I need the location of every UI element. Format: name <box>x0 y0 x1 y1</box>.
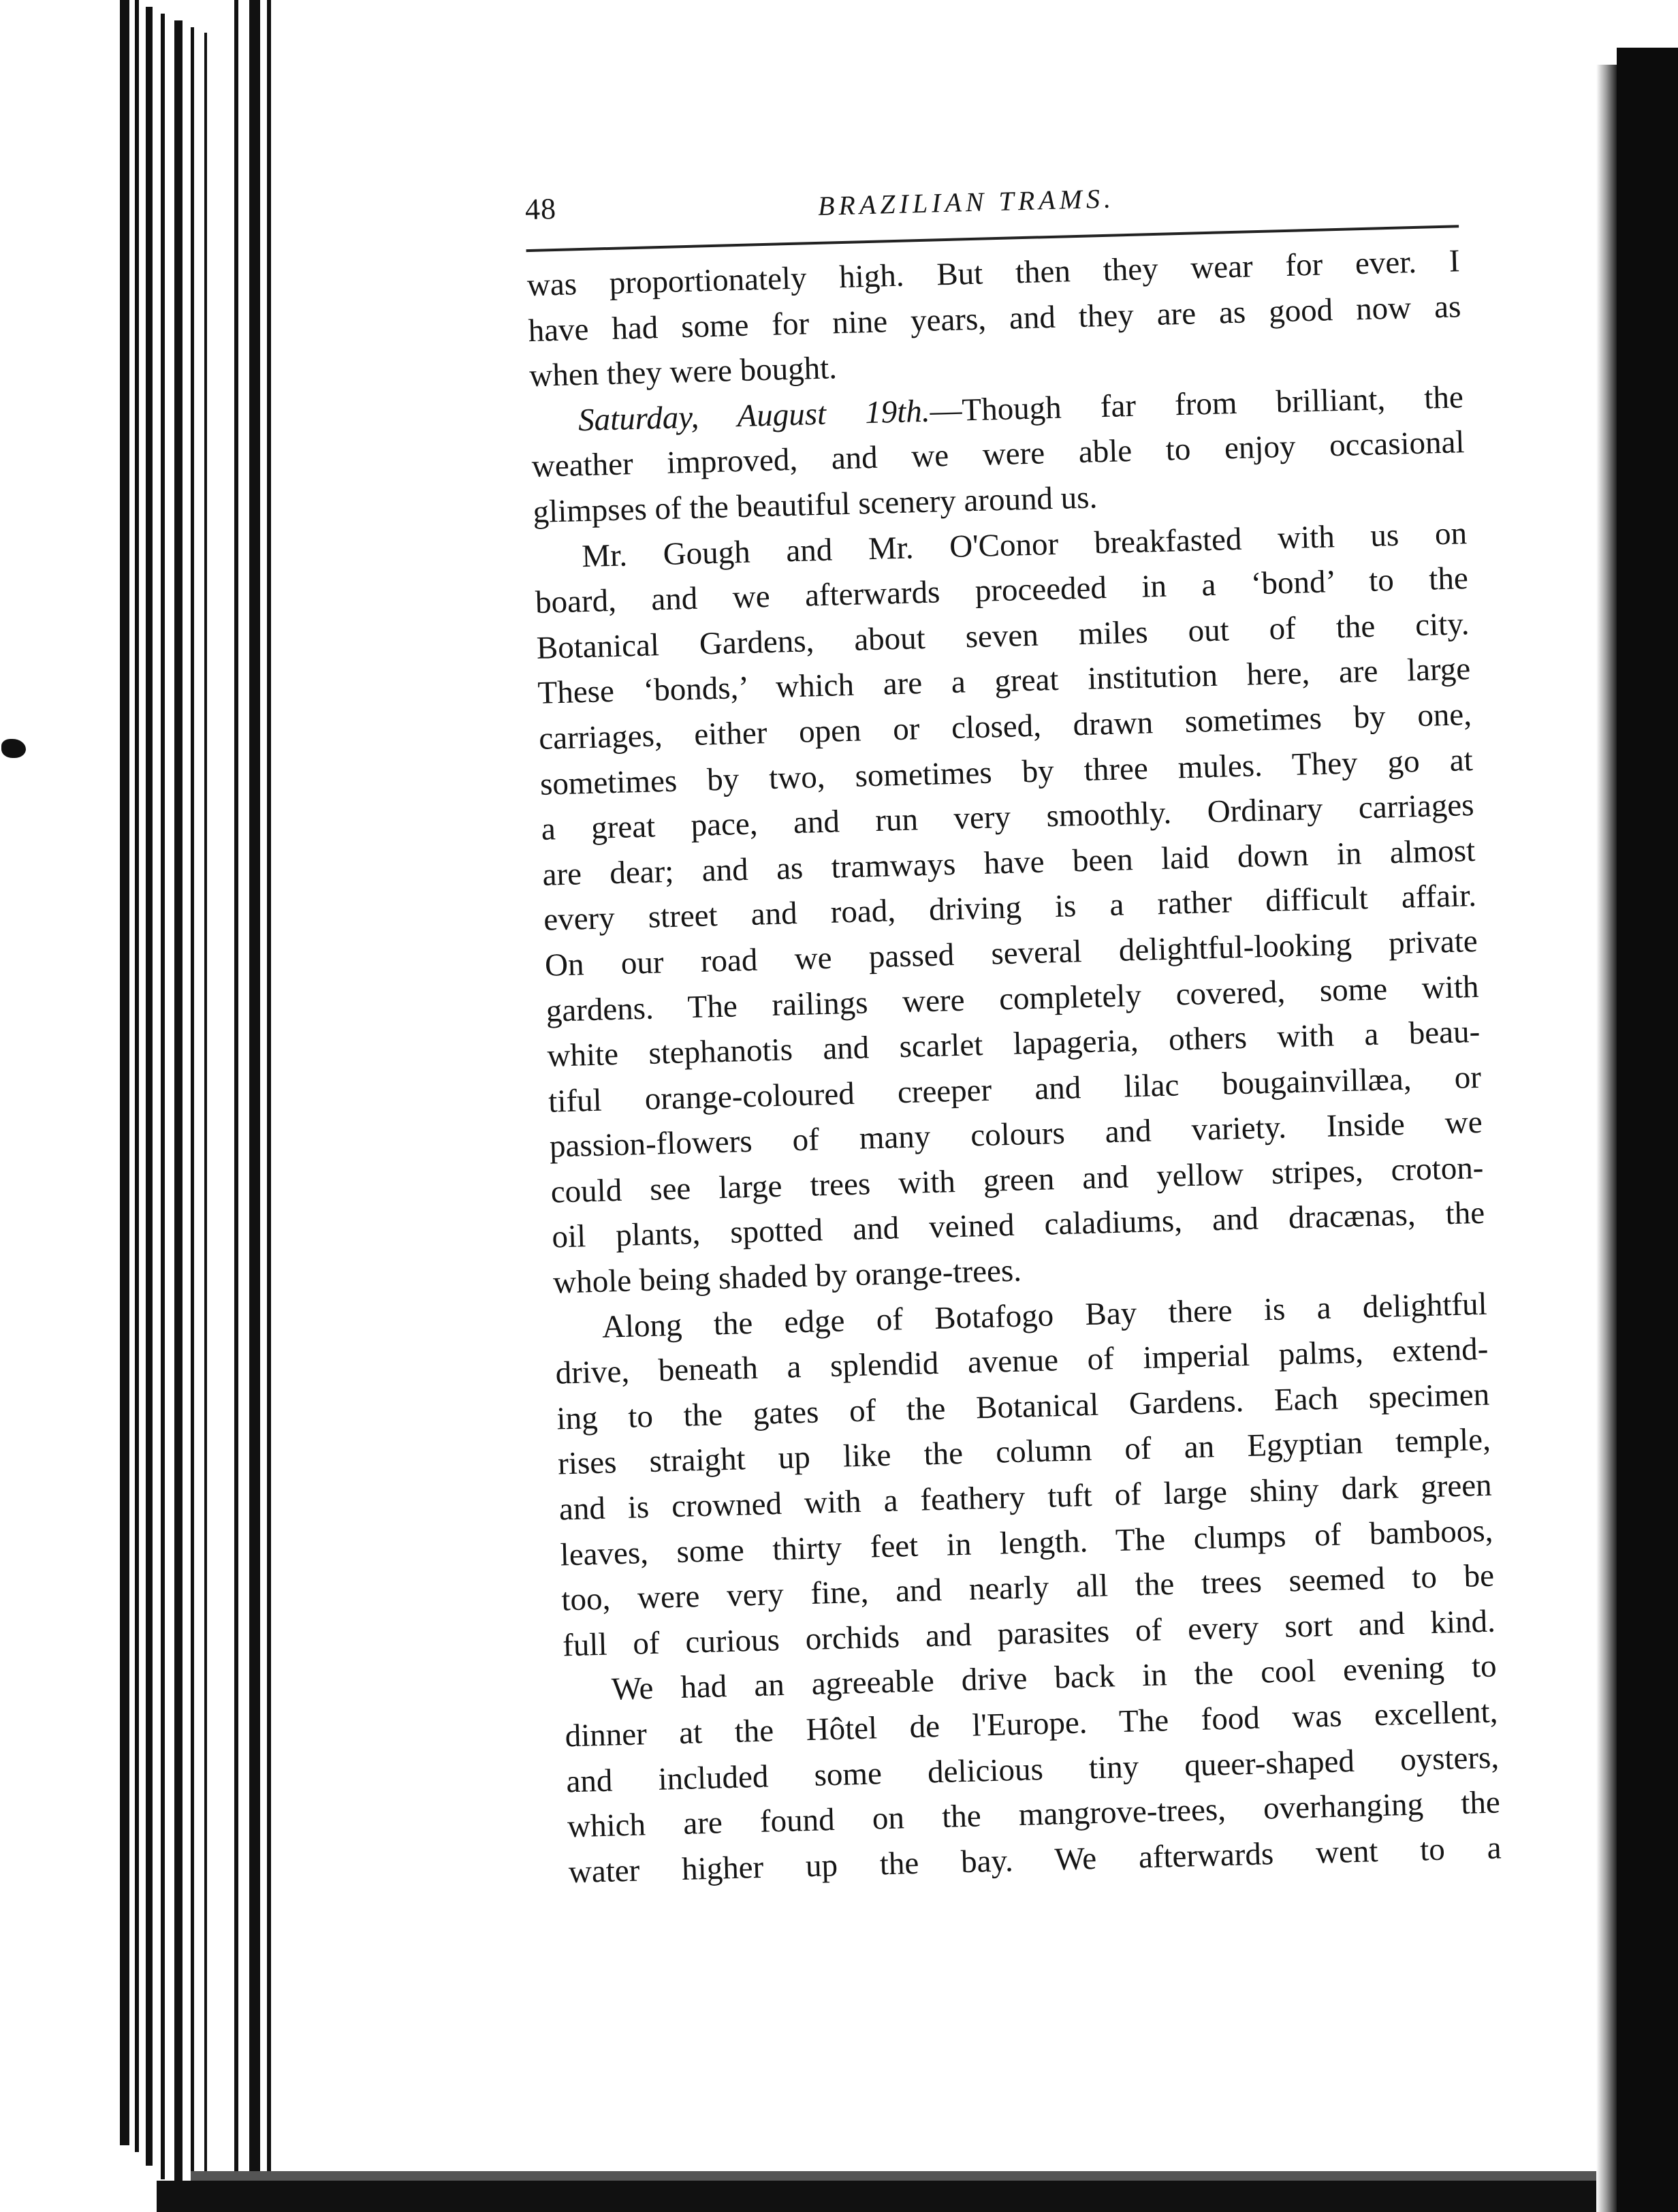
text-line: We had an agreeable drive back in the cool evening to <box>611 1648 1498 1707</box>
book-bottom-shadow <box>191 2171 1596 2181</box>
text-line: ing to the gates of the Botanical Gardens. Each specimen <box>556 1376 1490 1437</box>
text-line: Mr. Gough and Mr. O'Conor breakfasted with us on <box>581 515 1468 574</box>
running-head <box>477 158 1459 245</box>
text-line: board, and we afterwards proceeded in a ‘bond’ to the <box>535 560 1469 621</box>
edge-line <box>146 7 153 2166</box>
text-run: —Though far from brilliant, the <box>929 379 1464 429</box>
text-line: leaves, some thirty feet in length. The clumps of bamboos, <box>560 1513 1493 1573</box>
text-line: when they were bought. <box>528 350 838 394</box>
diary-date: Saturday, August 19th. <box>577 393 931 438</box>
text-line: and included some delicious tiny queer-shaped oysters, <box>565 1739 1500 1799</box>
text-line: which are found on the mangrove-trees, overhanging the <box>567 1784 1501 1845</box>
book-left-edge <box>0 0 286 2212</box>
text-line: have had some for nine years, and they are as good now as <box>527 288 1461 349</box>
edge-line <box>204 33 207 2185</box>
text-line: Along the edge of Botafogo Bay there is a delightful <box>601 1286 1488 1345</box>
text-line: a great pace, and run very smoothly. Ordinary carriages <box>541 787 1475 847</box>
text-line: passion-flowers of many colours and variety. Inside we <box>549 1105 1483 1165</box>
text-line: dinner at the Hôtel de l'Europe. The food was excellent, <box>565 1694 1498 1754</box>
text-line: carriages, either open or closed, drawn sometimes by one, <box>538 696 1472 757</box>
scan-speck <box>1 739 26 758</box>
right-page-shadow <box>1596 65 1617 2212</box>
text-line: glimpses of the beautiful scenery around us. <box>532 479 1098 530</box>
text-line: whole being shaded by orange-trees. <box>552 1252 1022 1301</box>
edge-line <box>120 0 129 2145</box>
edge-line <box>135 0 139 2152</box>
page-number: 48 <box>524 191 557 227</box>
text-line: oil plants, spotted and veined caladiums, and dracænas, the <box>551 1195 1485 1256</box>
edge-line <box>161 14 165 2179</box>
page-content <box>477 158 1502 1896</box>
text-line: too, were very fine, and nearly all the trees seemed to be <box>560 1558 1495 1618</box>
running-title: BRAZILIAN TRAMS. <box>817 183 1115 221</box>
text-line: was proportionately high. But then they wear for ever. I <box>526 243 1461 304</box>
book-bottom-edge <box>157 2181 1596 2212</box>
body-text <box>479 238 1502 1896</box>
text-line: are dear; and as tramways have been laid down in almost <box>541 832 1476 893</box>
text-line: every street and road, driving is a rather difficult affair. <box>543 878 1477 938</box>
text-line: and is crowned with a feathery tuft of large shiny dark green <box>558 1467 1493 1528</box>
text-line: On our road we passed several delightful-looking private <box>544 923 1478 983</box>
text-line: drive, beneath a splendid avenue of imperial palms, extend- <box>555 1331 1489 1391</box>
text-line: gardens. The railings were completely covered, some with <box>545 968 1480 1029</box>
edge-line <box>234 0 238 2172</box>
book-right-edge <box>1617 48 1678 2212</box>
text-line: sometimes by two, sometimes by three mules. They go at <box>539 742 1474 802</box>
text-line: could see large trees with green and yellow stripes, croton- <box>550 1150 1485 1210</box>
edge-line <box>267 0 271 2172</box>
text-line: These ‘bonds,’ which are a great institution here, are large <box>537 651 1471 712</box>
text-line: weather improved, and we were able to enjoy occasional <box>531 424 1466 485</box>
edge-line <box>249 0 260 2172</box>
text-line: tiful orange-coloured creeper and lilac bougainvillæa, or <box>548 1059 1482 1120</box>
text-line: white stephanotis and scarlet lapageria, others with a beau- <box>546 1013 1481 1074</box>
edge-line <box>174 20 183 2186</box>
text-line: rises straight up like the column of an Egyptian temple, <box>557 1422 1491 1482</box>
text-line: water higher up the bay. We afterwards went to a <box>568 1830 1502 1891</box>
text-line: Botanical Gardens, about seven miles out of the city. <box>536 605 1470 666</box>
text-line: full of curious orchids and parasites of every sort and kind. <box>562 1603 1496 1664</box>
edge-line <box>191 27 194 2186</box>
